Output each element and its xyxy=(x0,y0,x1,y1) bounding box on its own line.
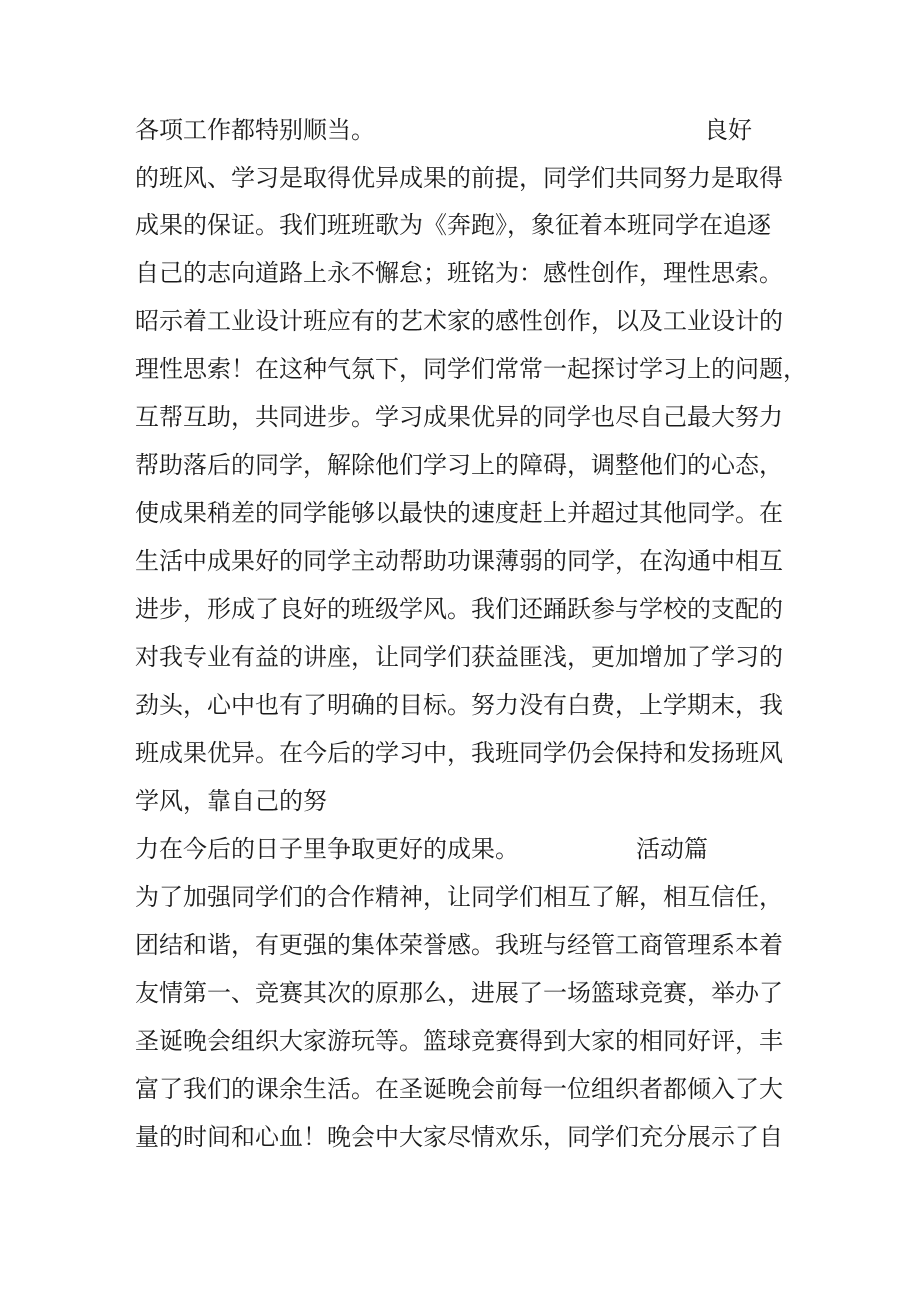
paragraph-text: 各项工作都特别顺当。 xyxy=(135,116,375,144)
paragraph-text: 互帮互助，共同进步。学习成果优异的同学也尽自己最大努力 xyxy=(135,403,783,431)
section-label-good: 良好 xyxy=(704,116,752,144)
section-heading-activity: 活动篇 xyxy=(636,835,708,863)
paragraph-text: 富了我们的课余生活。在圣诞晚会前每一位组织者都倾入了大 xyxy=(135,1075,783,1103)
text-line-19 xyxy=(135,978,795,1008)
paragraph-text: 成果的保证。我们班班歌为《奔跑》，象征着本班同学在追逐 xyxy=(135,211,771,239)
text-line-7 xyxy=(135,402,795,432)
paragraph-text: 学风，靠自己的努 xyxy=(135,787,327,815)
paragraph-text: 团结和谐，有更强的集体荣誉感。我班与经管工商管理系本着 xyxy=(135,931,783,959)
text-line-11 xyxy=(135,594,795,624)
text-line-15 xyxy=(135,786,795,816)
paragraph-text: 圣诞晚会组织大家游玩等。篮球竞赛得到大家的相同好评，丰 xyxy=(135,1027,783,1055)
paragraph-text: 劲头，心中也有了明确的目标。努力没有白费，上学期末，我 xyxy=(135,691,783,719)
paragraph-text: 理性思索！在这种气氛下，同学们常常一起探讨学习上的问题， xyxy=(135,355,807,383)
paragraph-text: 友情第一、竞赛其次的原那么，进展了一场篮球竞赛，举办了 xyxy=(135,979,783,1007)
paragraph-text: 对我专业有益的讲座，让同学们获益匪浅，更加增加了学习的 xyxy=(135,643,783,671)
paragraph-text: 帮助落后的同学，解除他们学习上的障碍，调整他们的心态， xyxy=(135,451,783,479)
text-line-8 xyxy=(135,450,795,480)
text-line-12 xyxy=(135,642,795,672)
text-line-4 xyxy=(135,258,795,288)
text-line-3 xyxy=(135,210,795,240)
text-line-21 xyxy=(135,1074,795,1104)
paragraph-text: 进步，形成了良好的班级学风。我们还踊跃参与学校的支配的 xyxy=(135,595,783,623)
paragraph-text: 班成果优异。在今后的学习中，我班同学仍会保持和发扬班风 xyxy=(135,739,783,767)
text-line-14 xyxy=(135,738,795,768)
paragraph-text: 自己的志向道路上永不懈怠；班铭为：感性创作，理性思索。 xyxy=(135,259,783,287)
text-line-18 xyxy=(135,930,795,960)
text-line-17 xyxy=(135,882,795,912)
paragraph-text: 的班风、学习是取得优异成果的前提，同学们共同努力是取得 xyxy=(135,164,783,192)
paragraph-text: 量的时间和心血！晚会中大家尽情欢乐，同学们充分展示了自 xyxy=(135,1123,783,1151)
paragraph-text: 使成果稍差的同学能够以最快的速度赶上并超过其他同学。在 xyxy=(135,499,783,527)
text-line-10 xyxy=(135,546,795,576)
paragraph-text: 为了加强同学们的合作精神，让同学们相互了解，相互信任， xyxy=(135,883,783,911)
text-line-20 xyxy=(135,1026,795,1056)
text-line-9 xyxy=(135,498,795,528)
text-line-2 xyxy=(135,163,795,193)
text-line-6 xyxy=(135,354,807,384)
paragraph-text: 力在今后的日子里争取更好的成果。 xyxy=(135,835,519,863)
text-line-13 xyxy=(135,690,795,720)
text-line-5 xyxy=(135,306,795,336)
paragraph-text: 生活中成果好的同学主动帮助功课薄弱的同学，在沟通中相互 xyxy=(135,547,783,575)
paragraph-text: 昭示着工业设计班应有的艺术家的感性创作，以及工业设计的 xyxy=(135,307,783,335)
text-line-22 xyxy=(135,1122,795,1152)
